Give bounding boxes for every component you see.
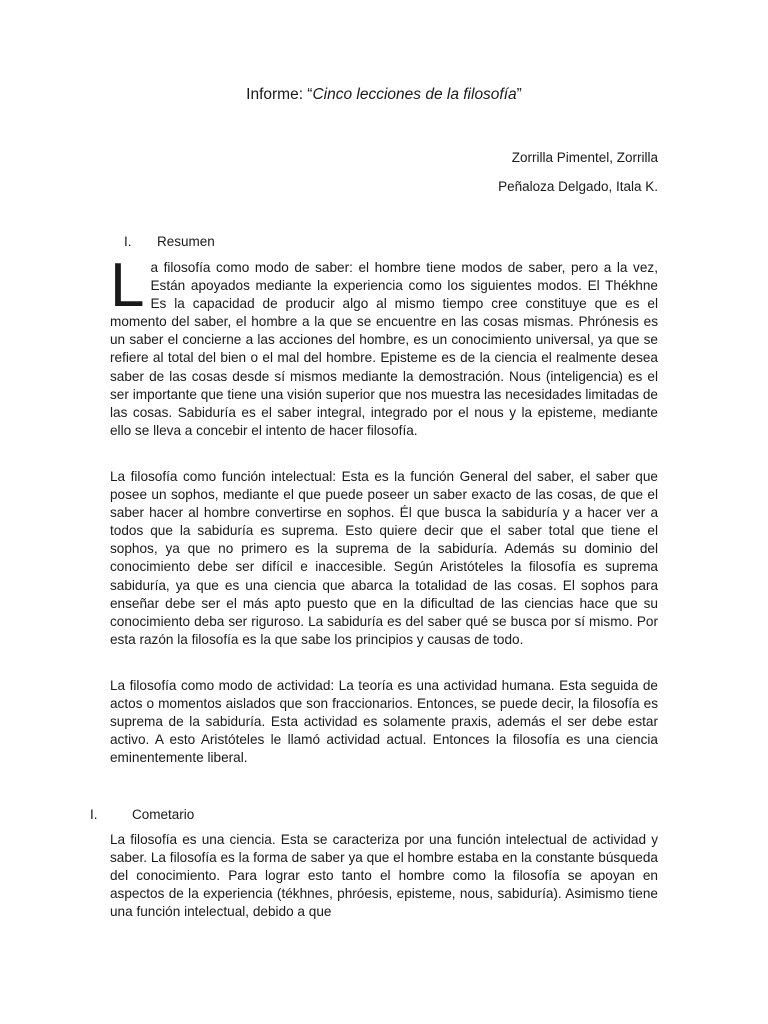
author-1: Zorrilla Pimentel, Zorrilla: [511, 150, 658, 165]
title-prefix: Informe: “: [246, 86, 313, 103]
title-italic: Cinco lecciones de la filosofía: [312, 86, 517, 103]
cometario-paragraph-1: La filosofía es una ciencia. Esta se caracteriza por una función intelectual de actividad y saber. La filosofía es la forma de saber ya que el hombre estaba en la constante búsqueda del conocimiento. Para lograr esto tanto el hombre como la filosofía se apoyan en aspectos de la experiencia (tékhnes, phróesis, episteme, nous, sabiduría). Asimismo tiene una función intelectual, debido a que: [110, 832, 658, 920]
section-heading-resumen: [124, 233, 215, 251]
section-heading-cometario: [90, 806, 194, 824]
section-number: I.: [90, 807, 98, 822]
paragraph-text: a filosofía como modo de saber: el hombre tiene modos de saber, pero a la vez, Están apoyados mediante la experiencia como los siguientes modos. El Thékhne Es la capacidad de producir algo al mismo tiempo cree constituye que es el momento del saber, el hombre a la que se encuentre en las cosas mismas. Phrónesis es un saber el concierne a las acciones del hombre, es un conocimiento universal, ya que se refiere al total del bien o el mal del hombre. Episteme es de la ciencia el realmente desea saber de las cosas desde sí mismos mediante la demostración. Nous (inteligencia) es el ser importante que tiene una visión superior que nos muestra las necesidades limitadas de las cosas. Sabiduría es el saber integral, integrado por el nous y la episteme, mediante ello se lleva a concebir el intento de hacer filosofía.: [110, 260, 658, 438]
author-2: Peñaloza Delgado, Itala K.: [498, 179, 658, 194]
resumen-paragraph-3: La filosofía como modo de actividad: La teoría es una actividad humana. Esta seguida de actos o momentos aislados que son fraccionarios. Entonces, se puede decir, la filosofía es suprema de la sabiduría. Esta actividad es solamente praxis, además el ser debe estar activo. A esto Aristóteles le llamó actividad actual. Entonces la filosofía es una ciencia eminentemente liberal.: [110, 678, 658, 766]
section-title: Resumen: [157, 234, 215, 249]
title-suffix: ”: [516, 86, 522, 103]
section-title: Cometario: [132, 807, 195, 822]
resumen-paragraph-2: La filosofía como función intelectual: Esta es la función General del saber, el saber que posee un sophos, mediante el que puede poseer un saber exacto de las cosas, de que el saber hacer al hombre convertirse en sophos. Él que busca la sabiduría y a hacer ver a todos que la sabiduría es suprema. Esto quiere decir que el saber total que tiene el sophos, ya que no primero es la suprema de la sabiduría. Además su dominio del conocimiento debe ser difícil e inaccesible. Según Aristóteles la filosofía es suprema sabiduría, ya que es una ciencia que abarca la totalidad de las cosas. El sophos para enseñar debe ser el más apto puesto que en la dificultad de las ciencias hace que su conocimiento deba ser riguroso. La sabiduría es del saber qué se busca por sí mismo. Por esta razón la filosofía es la que sabe los principios y causas de todo.: [110, 469, 658, 647]
section-number: I.: [124, 234, 132, 249]
drop-cap: L: [110, 251, 145, 320]
resumen-paragraph-1: [110, 251, 658, 440]
document-title: [0, 85, 768, 105]
